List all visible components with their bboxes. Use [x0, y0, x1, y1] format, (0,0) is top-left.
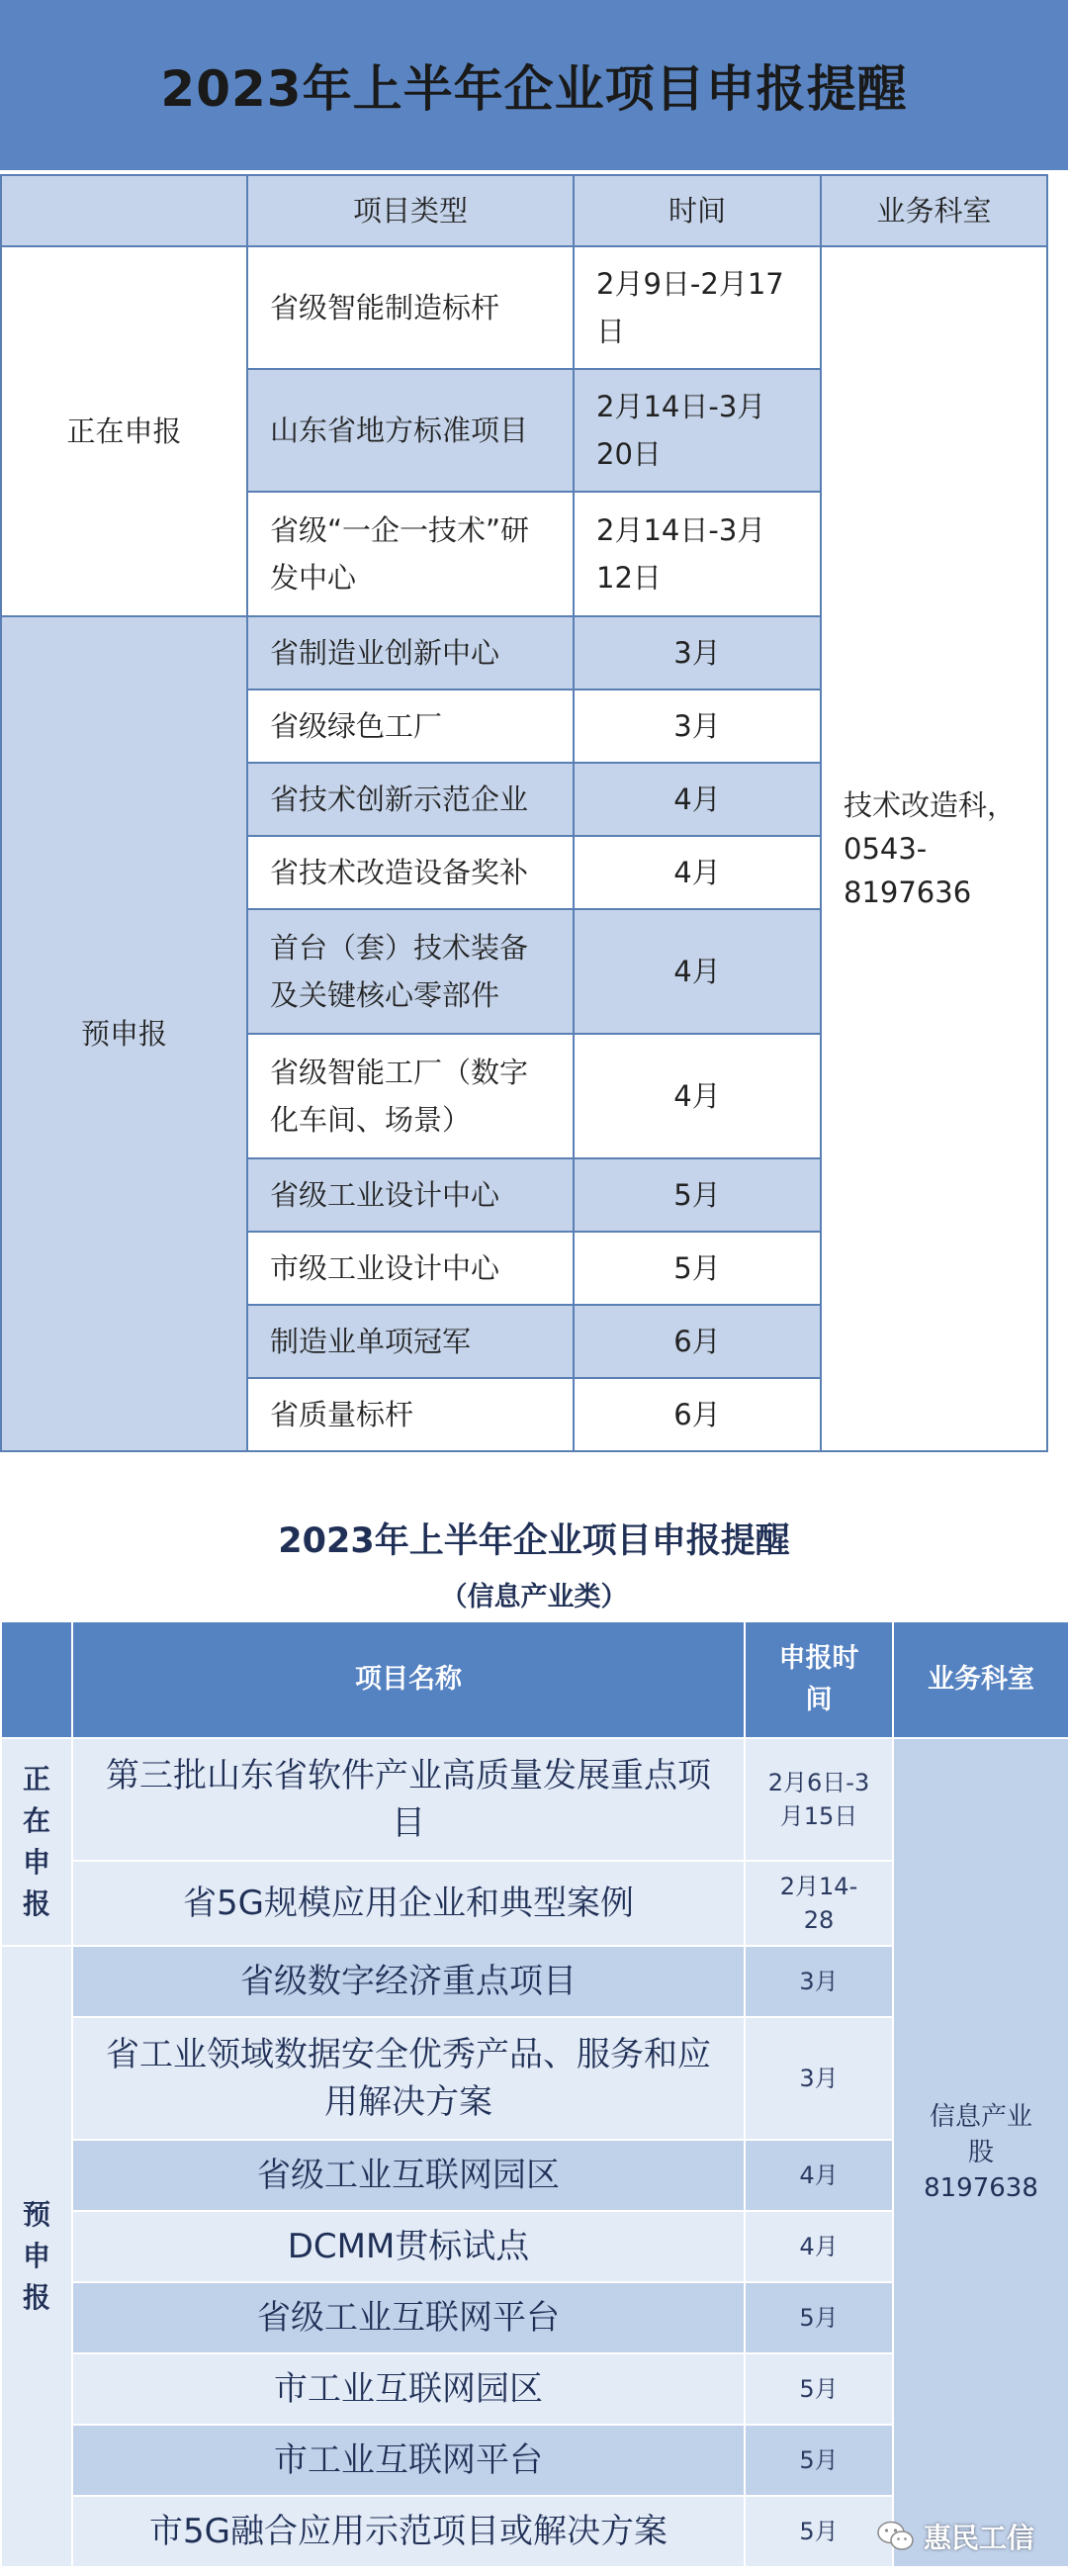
- header-project-type: 项目类型: [247, 175, 574, 246]
- office-name-cont: 股: [967, 2138, 994, 2167]
- project-name: 省制造业创新中心: [247, 616, 574, 690]
- project-time: 5月: [574, 1232, 821, 1305]
- project-time: 3月: [574, 616, 821, 690]
- category-applying: 正在申报: [1, 1738, 72, 1946]
- project-time: 3月: [745, 1946, 893, 2017]
- project-name: 省级智能工厂（数字化车间、场景）: [247, 1034, 574, 1158]
- project-name: 山东省地方标准项目: [247, 369, 574, 492]
- office-name: 信息产业: [929, 2102, 1032, 2132]
- project-time: 2月14-28: [745, 1861, 893, 1946]
- project-name: 制造业单项冠军: [247, 1305, 574, 1378]
- table-header-row: [1, 1621, 1068, 1738]
- project-name: 省工业领域数据安全优秀产品、服务和应用解决方案: [72, 2017, 745, 2140]
- office-phone: 0543-8197636: [844, 832, 972, 909]
- header-category: [1, 1621, 72, 1738]
- project-name: 省级智能制造标杆: [247, 246, 574, 369]
- project-name: 省技术改造设备奖补: [247, 836, 574, 909]
- project-table-general: [0, 174, 1048, 1452]
- project-name: 市工业互联网园区: [72, 2353, 745, 2425]
- project-table-info-industry: [0, 1620, 1068, 2568]
- project-name: DCMM贯标试点: [72, 2211, 745, 2282]
- project-name: 省技术创新示范企业: [247, 763, 574, 836]
- project-time: 5月: [745, 2425, 893, 2496]
- project-time: 3月: [745, 2017, 893, 2140]
- project-time: 2月14日-3月20日: [574, 369, 821, 492]
- project-name: 省质量标杆: [247, 1378, 574, 1451]
- project-name: 首台（套）技术装备及关键核心零部件: [247, 909, 574, 1034]
- project-name: 省级绿色工厂: [247, 690, 574, 763]
- office-cell: [893, 1738, 1068, 2567]
- table-header-row: [1, 175, 1047, 246]
- section2-subtitle: （信息产业类）: [440, 1582, 628, 1612]
- category-pre-apply: 预申报: [1, 616, 247, 1451]
- header-project-name: 项目名称: [72, 1621, 745, 1738]
- project-time: 6月: [574, 1305, 821, 1378]
- project-time: 3月: [574, 690, 821, 763]
- project-time: 4月: [745, 2140, 893, 2211]
- project-name: 省级工业互联网平台: [72, 2282, 745, 2353]
- project-time: 4月: [574, 909, 821, 1034]
- watermark: [876, 2517, 1034, 2556]
- project-time: 2月14日-3月12日: [574, 492, 821, 616]
- office-phone: 8197638: [924, 2173, 1038, 2203]
- header-apply-time: 申报时间: [745, 1621, 893, 1738]
- project-time: 6月: [574, 1378, 821, 1451]
- title-banner: [0, 0, 1068, 170]
- header-time: 时间: [574, 175, 821, 246]
- project-time: 5月: [745, 2282, 893, 2353]
- project-name: 省级工业设计中心: [247, 1158, 574, 1232]
- office-cell: [821, 246, 1047, 1451]
- project-name: 省级数字经济重点项目: [72, 1946, 745, 2017]
- watermark-text: 惠民工信: [923, 2522, 1034, 2554]
- category-pre-apply: 预申报: [1, 1946, 72, 2567]
- project-time: 2月6日-3月15日: [745, 1738, 893, 1861]
- project-time: 5月: [745, 2353, 893, 2425]
- office-name: 技术改造科，: [844, 788, 1017, 822]
- project-time: 4月: [574, 1034, 821, 1158]
- table-row: [1, 1738, 1068, 1861]
- project-name: 省5G规模应用企业和典型案例: [72, 1861, 745, 1946]
- project-time: 5月: [745, 2496, 893, 2567]
- project-time: 5月: [574, 1158, 821, 1232]
- category-applying: 正在申报: [1, 246, 247, 616]
- section2-title: 2023年上半年企业项目申报提醒: [278, 1521, 790, 1561]
- project-time: 4月: [574, 763, 821, 836]
- project-name: 市工业互联网平台: [72, 2425, 745, 2496]
- header-office: 业务科室: [821, 175, 1047, 246]
- project-time: 2月9日-2月17日: [574, 246, 821, 369]
- page-title: 2023年上半年企业项目申报提醒: [160, 60, 908, 118]
- project-name: 第三批山东省软件产业高质量发展重点项目: [72, 1738, 745, 1861]
- project-name: 省级工业互联网园区: [72, 2140, 745, 2211]
- project-name: 市级工业设计中心: [247, 1232, 574, 1305]
- table-row: [1, 246, 1047, 369]
- project-name: 省级“一企一技术”研发中心: [247, 492, 574, 616]
- project-time: 4月: [574, 836, 821, 909]
- wechat-icon: [876, 2520, 916, 2553]
- header-office: 业务科室: [893, 1621, 1068, 1738]
- project-time: 4月: [745, 2211, 893, 2282]
- project-name: 市5G融合应用示范项目或解决方案: [72, 2496, 745, 2567]
- header-category: [1, 175, 247, 246]
